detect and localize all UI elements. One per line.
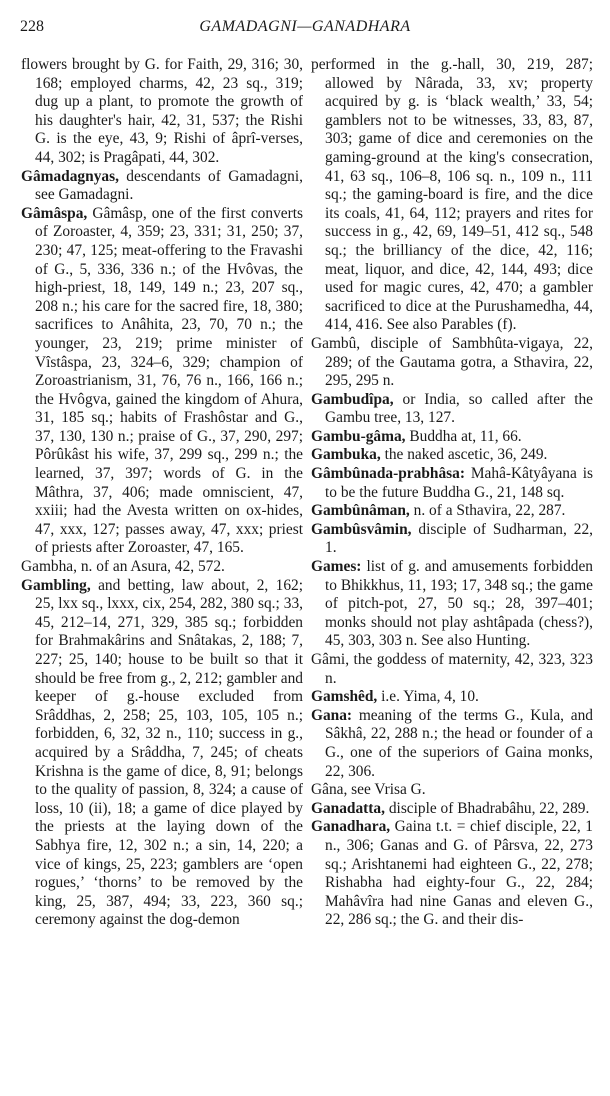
entry-text: Gaina t.t. = chief disciple, 22, 1 n., 306; Ganas and G. of Pârsva, 22, 273 sq.; Arishtanemi had eighteen G., 22, 278; Rishabha had eighty-four G., 22, 284; Mahâvîra had nine Ganas and eleven G., 22, 286 sq.; the G. and their dis- [325, 818, 593, 929]
entry-text: Buddha at, 11, 66. [409, 427, 522, 445]
entry-text: disciple of Sudharman, 22, 1. [325, 520, 593, 557]
entry-headword: Ganadhara, [311, 818, 391, 836]
entry-headword: Gambuka, [311, 446, 381, 464]
entry-text: the naked ascetic, 36, 249. [384, 446, 548, 464]
entry-headword: Gâmbûnada-prabhâsa: [311, 465, 465, 483]
entry-headword: Games: [311, 558, 362, 576]
index-entry [21, 577, 303, 930]
entry-text: Gambha, n. of an Asura, 42, 572. [21, 558, 225, 576]
entry-headword: Gamshêd, [311, 688, 378, 706]
index-entry [311, 335, 593, 391]
index-entry [311, 688, 593, 707]
entry-text: meaning of the terms G., Kula, and Sâkhâ, 22, 288 n.; the head or founder of a G., one of the superiors of Gaina monks, 22, 306. [325, 706, 593, 780]
entry-text: list of g. and amusements forbidden to Bhikkhus, 11, 193; 17, 348 sq.; the game of pitch-pot, 27, 50 sq.; 28, 397–401; monks should not play ashtâpada (chess?), 45, 303, 303 n. See also Hunting. [325, 558, 593, 650]
index-entry [311, 781, 593, 800]
index-entry [21, 205, 303, 558]
index-entry [21, 168, 303, 205]
index-entry [311, 707, 593, 781]
entry-text: flowers brought by G. for Faith, 29, 316; 30, 168; employed charms, 42, 23 sq., 319; dug up a plant, to promote the growth of his daughter's hair, 42, 31, 537; the Rishi G. is the eye, 43, 9; Rishi of âprî-verses, 44, 302; is Pragâpati, 44, 302. [21, 56, 303, 166]
index-entry [311, 446, 593, 465]
entry-headword: Gâmâspa, [21, 204, 88, 222]
index-entry [311, 428, 593, 447]
entry-text: disciple of Bhadrabâhu, 22, 289. [388, 799, 590, 817]
entry-text: descendants of Gamadagni, see Gamadagni. [35, 167, 303, 204]
entry-text: and betting, law about, 2, 162; 25, lxx sq., lxxx, cix, 254, 282, 380 sq.; 33, 45, 212–14, 271, 329, 385 sq.; forbidden for Brahmakârins and Snâtakas, 2, 188; 7, 227; 25, 140; house to be built so that it should be free from g., 2, 212; gambler and keeper of g.-house excluded from Srâddhas, 2, 258; 25, 103, 105, 105 n.; forbidden, 6, 32, 32 n., 110; success in g., acquired by a Srâddha, 7, 245; of cheats Krishna is the game of dice, 8, 91; belongs to the quality of passion, 8, 324; a cause of loss, 10 (ii), 18; a game of dice played by the priests at the laying down of the Sabhya fire, 12, 302 n.; a sin, 14, 220; a vice of kings, 25, 223; gamblers are ‘open rogues,’ ‘thorns’ to be removed by the king, 25, 387, 494; 33, 223, 360 sq.; ceremony against the dog-demon [35, 576, 303, 929]
entry-text: Gâmi, the goddess of maternity, 42, 323, 323 n. [311, 651, 593, 687]
entry-headword: Ganadatta, [311, 799, 385, 817]
entry-text: n. of a Sthavira, 22, 287. [413, 502, 566, 520]
entry-headword: Gambûnâman, [311, 502, 410, 520]
entry-text: or India, so called after the Gambu tree, 13, 127. [325, 390, 593, 427]
entry-text: i.e. Yima, 4, 10. [381, 688, 479, 706]
index-entry [311, 465, 593, 502]
entry-text: Gambû, disciple of Sambhûta-vigaya, 22, 289; of the Gautama gotra, a Sthavira, 22, 295, 295 n. [311, 334, 593, 390]
entry-text: Gâna, see Vrisa G. [311, 781, 426, 799]
entry-text: Mahâ-Kâtyâyana is to be the future Buddha G., 21, 148 sq. [325, 465, 593, 501]
entry-headword: Gambudîpa, [311, 390, 394, 408]
index-entry [311, 558, 593, 651]
running-head: GAMADAGNI—GANADHARA [199, 18, 411, 35]
left-column [21, 56, 303, 930]
entry-headword: Gambûsvâmin, [311, 520, 412, 538]
index-entry [21, 558, 303, 577]
index-entry [311, 56, 593, 335]
index-entry [311, 521, 593, 558]
page-header [20, 18, 590, 40]
index-entry [311, 651, 593, 688]
index-entry [311, 391, 593, 428]
entry-headword: Gambu-gâma, [311, 427, 406, 445]
index-entry [311, 818, 593, 930]
index-entry [311, 502, 593, 521]
entry-text: performed in the g.-hall, 30, 219, 287; allowed by Nârada, 33, xv; property acquired by g. is ‘black wealth,’ 33, 54; gamblers not to be witnesses, 33, 83, 87, 303; game of dice and ceremonies on the gaming-ground at the king's consecration, 41, 63 sq., 106–8, 106 sq. n., 109 n., 111 sq.; the gaming-board is fire, and the dice its coals, 41, 64, 112; prayers and rites for success in g., 42, 69, 149–51, 412 sq., 548 sq.; the brilliancy of the dice, 42, 116; meat, liquor, and dice, 42, 144, 493; dice used for magic cures, 42, 470; a gambler sacrificed to dice at the Purushamedha, 44, 414, 416. See also Parables (f). [311, 56, 593, 334]
entry-headword: Gambling, [21, 576, 91, 594]
page-number: 228 [20, 18, 44, 35]
index-entry [21, 56, 303, 168]
index-entry [311, 800, 593, 819]
entry-headword: Gana: [311, 706, 353, 724]
entry-headword: Gâmadagnyas, [21, 167, 119, 185]
right-column [311, 56, 593, 930]
entry-text: Gâmâsp, one of the first converts of Zoroaster, 4, 359; 23, 331; 31, 250; 37, 230; 47, 125; meat-offering to the Fravashi of G., 5, 336, 336 n.; of the Hvôvas, the high-priest, 18, 149, 149 n.; 23, 207 sq., 208 n.; his care for the sacred fire, 18, 380; sacrifices to Anâhita, 23, 70, 70 n.; the younger, 23, 219; prime minister of Vîstâspa, 23, 324–6, 329; champion of Zoroastrianism, 31, 76, 76 n., 166, 166 n.; the Hvôgva, gained the kingdom of Ahura, 31, 185 sq.; habits of Frashôstar and G., 37, 130, 130 n.; praise of G., 37, 290, 297; Pôrûkâst his wife, 37, 299 sq., 299 n.; the learned, 37, 397; words of G. in the Mâthra, 37, 406; made omniscient, 47, xxiii; had the Avesta written on ox-hides, 47, xxx, 127; passes away, 47, xxx; priest of priests after Zoroaster, 47, 165. [35, 204, 303, 557]
